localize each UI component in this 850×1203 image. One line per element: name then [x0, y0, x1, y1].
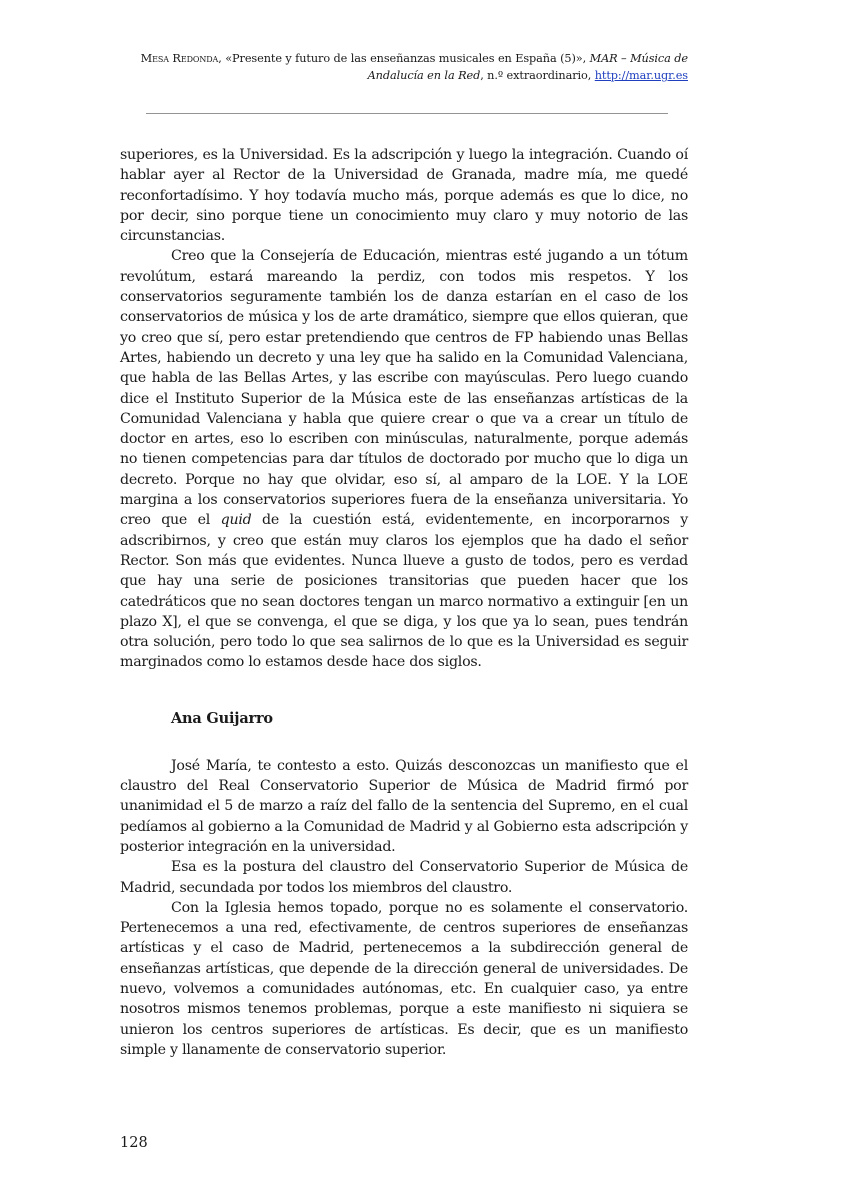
main-text: [120, 145, 688, 1060]
page-number: 128: [120, 1135, 148, 1151]
paragraph-2-end: de la cuestión está, evidentemente, en incorporarnos y adscribirnos, y creo que están muy claros los ejemplos que ha dado el señor Rector. Son más que evidentes. Nunca llueve a gusto de todos, pero es verdad que hay una serie de posiciones transitorias que pueden hacer que los catedráticos que no sean doctores tengan un marco normativo a extinguir [en un plazo X], el que se convenga, el que se diga, y los que ya lo sean, pues tendrán otra solución, pero todo lo que sea salirnos de lo que es la Universidad es seguir marginados como lo estamos desde hace dos siglos.: [120, 512, 688, 671]
paragraph-3: José María, te contesto a esto. Quizás desconozcas un manifiesto que el claustro del Real Conservatorio Superior de Música de Madrid firmó por unanimidad el 5 de marzo a raíz del fallo de la sentencia del Supremo, en el cual pedíamos al gobierno a la Comunidad de Madrid y al Gobierno esta adscripción y posterior integración en la universidad.: [120, 757, 688, 855]
paragraph-1: superiores, es la Universidad. Es la adscripción y luego la integración. Cuando oí hablar ayer al Rector de la Universidad de Granada, madre mía, me quedé reconfortadísimo. Y hoy todavía mucho más, porque además es que lo dice, no por decir, sino porque tiene un conocimiento muy claro y muy notorio de las circunstancias.: [120, 147, 688, 245]
speaker-heading: Ana Guijarro: [171, 709, 273, 727]
running-header: [118, 50, 688, 84]
header-author: Mesa Redonda: [140, 52, 219, 65]
paragraph-2: [120, 246, 688, 672]
header-journal: MAR – Música de Andalucía en la Red: [367, 52, 688, 82]
header-issue: , n.º extraordinario,: [480, 69, 595, 82]
header-title: , «Presente y futuro de las enseñanzas musicales en España (5)»,: [218, 52, 590, 65]
paragraph-4: Esa es la postura del claustro del Conservatorio Superior de Música de Madrid, secundada por todos los miembros del claustro.: [120, 859, 688, 896]
paragraph-5: Con la Iglesia hemos topado, porque no es solamente el conservatorio. Pertenecemos a una red, efectivamente, de centros superiores de enseñanzas artísticas y el caso de Madrid, pertenecemos a la subdirección general de enseñanzas artísticas, que depende de la dirección general de universidades. De nuevo, volvemos a comunidades autónomas, etc. En cualquier caso, ya entre nosotros mismos tenemos problemas, porque a este manifiesto ni siquiera se unieron los centros superiores de artísticas. Es decir, que es un manifiesto simple y llanamente de conservatorio superior.: [120, 899, 688, 1058]
header-url-link[interactable]: http://mar.ugr.es: [594, 69, 688, 82]
paragraph-2-start: Creo que la Consejería de Educación, mientras esté jugando a un tótum revolútum, estará mareando la perdiz, con todos mis respetos. Y los conservatorios seguramente también los de danza estarían en el caso de los conservatorios de música y los de arte dramático, siempre que ellos quieran, que yo creo que sí, pero estar pretendiendo que centros de FP habiendo unas Bellas Artes, habiendo un decreto y una ley que ha salido en la Comunidad Valenciana, que habla de las Bellas Artes, y las escribe con mayúsculas. Pero luego cuando dice el Instituto Superior de la Música este de las enseñanzas artísticas de la Comunidad Valenciana y habla que quiere crear o que va a crear un título de doctor en artes, eso lo escriben con minúsculas, naturalmente, porque además no tienen competencias para dar títulos de doctorado por mucho que lo diga un decreto. Porque no hay que olvidar, eso sí, al amparo de la LOE. Y la LOE margina a los conservatorios superiores fuera de la enseñanza universitaria. Yo creo que el: [120, 248, 688, 529]
paragraph-2-italic: quid: [220, 512, 252, 529]
header-rule: _______________________________________________________________________________________: [146, 100, 668, 114]
